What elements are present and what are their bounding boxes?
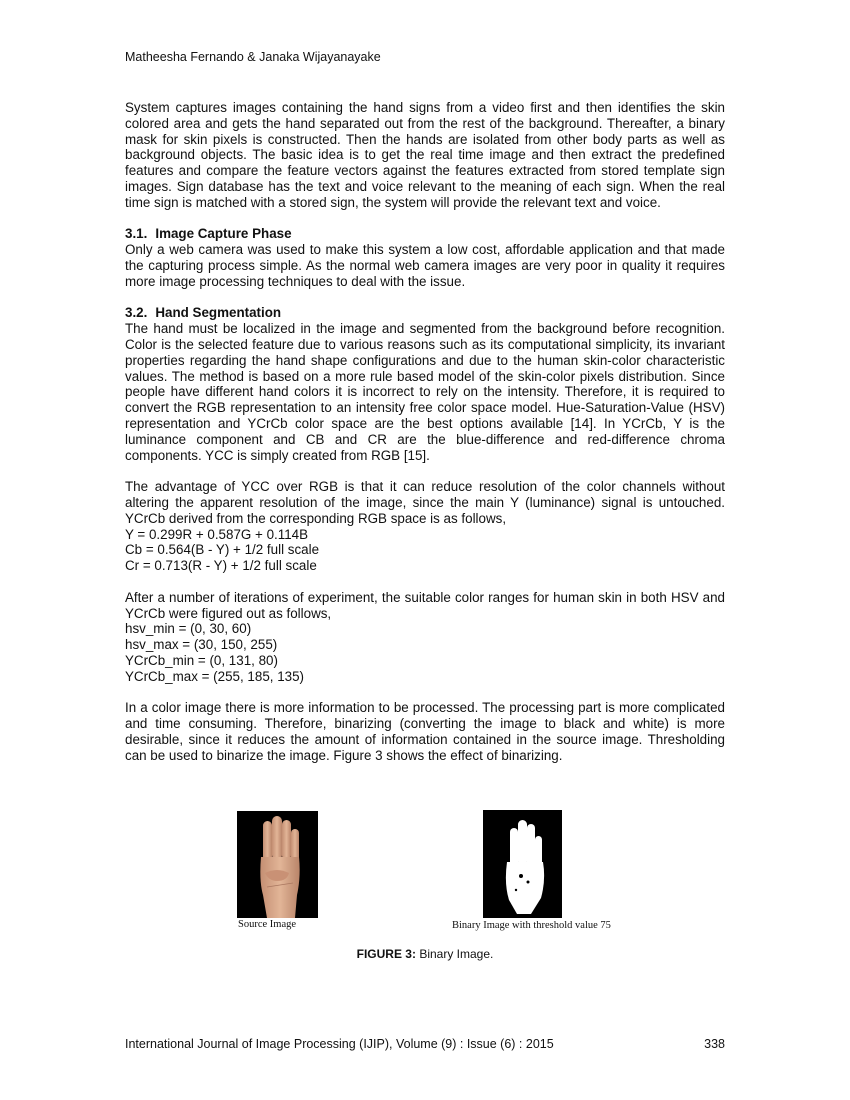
ycc-advantage-paragraph <box>125 479 725 574</box>
binary-hand-icon <box>483 810 562 918</box>
figure-caption-text: Binary Image. <box>415 947 494 961</box>
source-hand-image <box>237 811 318 918</box>
figure-caption-label: FIGURE 3: <box>356 947 416 961</box>
section-number: 3.1. <box>125 226 148 242</box>
section-heading-3-2 <box>125 305 725 321</box>
section-heading-3-1 <box>125 226 725 242</box>
ycrcb-min: YCrCb_min = (0, 131, 80) <box>125 652 278 668</box>
color-ranges-paragraph <box>125 590 725 685</box>
journal-citation: International Journal of Image Processing (IJIP), Volume (9) : Issue (6) : 2015 <box>125 1037 554 1051</box>
equation-y: Y = 0.299R + 0.587G + 0.114B <box>125 526 309 542</box>
running-header: Matheesha Fernando & Janaka Wijayanayake <box>125 50 381 64</box>
page-number: 338 <box>704 1037 725 1051</box>
binary-hand-image <box>483 810 562 918</box>
hand-photo-icon <box>237 811 318 918</box>
ycrcb-max: YCrCb_max = (255, 185, 135) <box>125 668 305 684</box>
intro-paragraph: System captures images containing the hand signs from a video first and then identifies the skin colored area and gets the hand separated out from the rest of the background. Thereafter, a binary mask for skin pixels is constructed. Then the hands are isolated from other body parts as well as background objects. The basic idea is to get the real time image and then extract the predefined features and compare the feature vectors against the features extracted from stored template sign images. Sign database has the text and voice relevant to the meaning of each sign. When the real time sign is matched with a stored sign, the system will provide the relevant text and voice. <box>125 100 725 210</box>
figure-caption <box>0 947 850 961</box>
ycc-advantage-text: The advantage of YCC over RGB is that it can reduce resolution of the color channels without altering the apparent resolution of the image, since the main Y (luminance) signal is untouched. YCrCb derived from the corresponding RGB space is as follows, <box>125 479 725 526</box>
color-ranges-intro: After a number of iterations of experiment, the suitable color ranges for human skin in both HSV and YCrCb were figured out as follows, <box>125 589 725 621</box>
page-body <box>125 100 725 779</box>
binarizing-paragraph: In a color image there is more information to be processed. The processing part is more complicated and time consuming. Therefore, binarizing (converting the image to black and white) is more desirable, since it reduces the amount of information contained in the source image. Thresholding can be used to binarize the image. Figure 3 shows the effect of binarizing. <box>125 700 725 763</box>
image-capture-paragraph: Only a web camera was used to make this system a low cost, affordable application and that made the capturing process simple. As the normal web camera images are very poor in quality it requires more image processing techniques to deal with the issue. <box>125 242 725 289</box>
equation-cb: Cb = 0.564(B - Y) + 1/2 full scale <box>125 542 320 558</box>
hsv-min: hsv_min = (0, 30, 60) <box>125 621 252 637</box>
section-number: 3.2. <box>125 305 148 321</box>
hsv-max: hsv_max = (30, 150, 255) <box>125 637 278 653</box>
source-image-label: Source Image <box>238 919 297 930</box>
section-title: Hand Segmentation <box>155 305 282 321</box>
hand-segmentation-paragraph: The hand must be localized in the image and segmented from the background before recognition. Color is the selected feature due to various reasons such as its computational simplicity, its invariant properties regarding the hand shape configurations and due to the human skin-color characteristic values. The method is based on a more rule based model of the skin-color pixels distribution. Since people have different hand colors it is incorrect to rely on the intensity. Therefore, it is required to convert the RGB representation to an intensity free color space model. Hue-Saturation-Value (HSV) representation and YCrCb color space are the best options available [14]. In YCrCb, Y is the luminance component and CB and CR are the blue-difference and red-difference chroma components. YCC is simply created from RGB [15]. <box>125 321 725 463</box>
binary-image-label: Binary Image with threshold value 75 <box>452 920 611 931</box>
section-title: Image Capture Phase <box>155 226 292 242</box>
equation-cr: Cr = 0.713(R - Y) + 1/2 full scale <box>125 558 317 574</box>
page-footer <box>125 1037 725 1051</box>
